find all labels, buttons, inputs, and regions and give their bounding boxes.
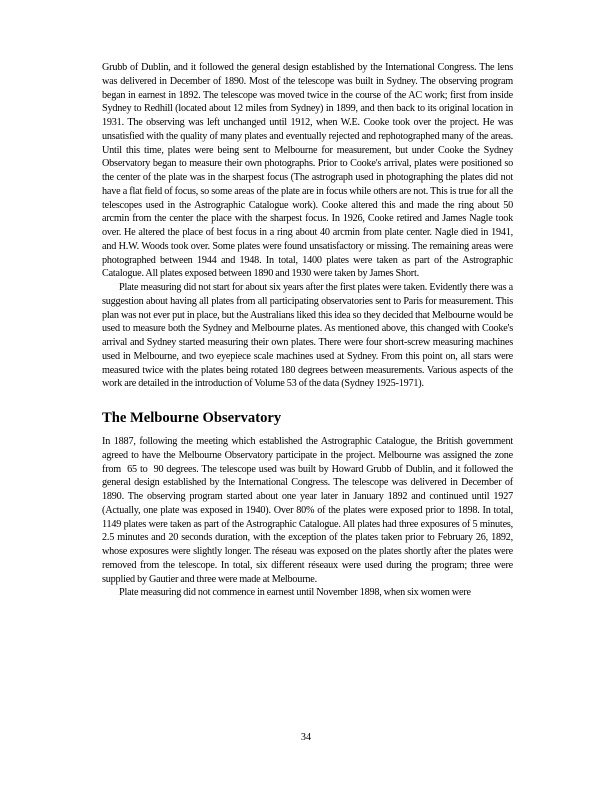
paragraph-melbourne-history: In 1887, following the meeting which established the Astrographic Catalogue, the British government agreed to have the Melbourne Observatory participate in the project. Melbourne was assigned the zone from 65 to 90 degrees. The telescope used was built by Howard Grubb of Dublin, and it followed the general design established by the International Congress. The telescope was delivered in December of 1890. The observing program started about one year later in January 1892 and continued until 1927 (Actually, one plate was exposed in 1940). Over 80% of the plates were exposed prior to 1898. In total, 1149 plates were taken as part of the Astrographic Catalogue. All plates had three exposures of 5 minutes, 2.5 minutes and 20 seconds duration, with the exception of the plates taken prior to February 26, 1892, whose exposures were slightly longer. The réseau was exposed on the plates shortly after the plates were removed from the telescope. In total, six different réseaux were used during the program; three were supplied by Gautier and three were made at Melbourne.: [102, 436, 513, 585]
paragraph-plate-measuring-melbourne: Plate measuring did not commence in earnest until November 1898, when six women were: [119, 587, 471, 599]
section-heading: The Melbourne Observatory: [102, 410, 282, 426]
page-number: 34: [300, 732, 312, 743]
text-block: [102, 61, 513, 600]
paragraph-sydney-history: Grubb of Dublin, and it followed the general design established by the International Congress. The lens was delivered in December of 1890. Most of the telescope was built in Sydney. The observing program began in earnest in 1892. The telescope was moved twice in the course of the AC work; first from inside Sydney to Redhill (located about 12 miles from Sydney) in 1899, and then back to its original location in 1931. The observing was left unchanged until 1912, when W.E. Cooke took over the project. He was unsatisfied with the quality of many plates and eventually rejected and rephotographed many of the areas. Until this time, plates were being sent to Melbourne for measurement, but under Cooke the Sydney Observatory began to measure their own photographs. Prior to Cooke's arrival, plates were positioned so the center of the plate was in the sharpest focus (The astrograph used in photographing the plates did not have a flat field of focus, so some areas of the plate are in focus while others are not. This is true for all the telescopes used in the Astrographic Catalogue work). Cooke altered this and made the ring about 50 arcmin from the center the place with the sharpest focus. In 1926, Cooke retired and James Nagle took over. He altered the place of best focus in a ring about 40 arcmin from plate center. Nagle died in 1941, and H.W. Woods took over. Some plates were found unsatisfactory or missing. The remaining areas were photographed between 1944 and 1948. In total, 1400 plates were taken as part of the Astrographic Catalogue. All plates exposed between 1890 and 1930 were taken by James Short.: [102, 62, 513, 280]
paragraph-plate-measuring-sydney: Plate measuring did not start for about six years after the first plates were taken. Evidently there was a suggestion about having all plates from all participating observatories sent to Paris for measurement. This plan was not ever put in place, but the Australians liked this idea so they decided that Melbourne would be used to measure both the Sydney and Melbourne plates. As mentioned above, this changed with Cooke's arrival and Sydney started measuring their own plates. There were four short-screw measuring machines used in Melbourne, and two eyepiece scale machines used at Sydney. From this point on, all stars were measured twice with the plates being rotated 180 degrees between measurements. Various aspects of the work are detailed in the introduction of Volume 53 of the data (Sydney 1925-1971).: [102, 282, 513, 390]
